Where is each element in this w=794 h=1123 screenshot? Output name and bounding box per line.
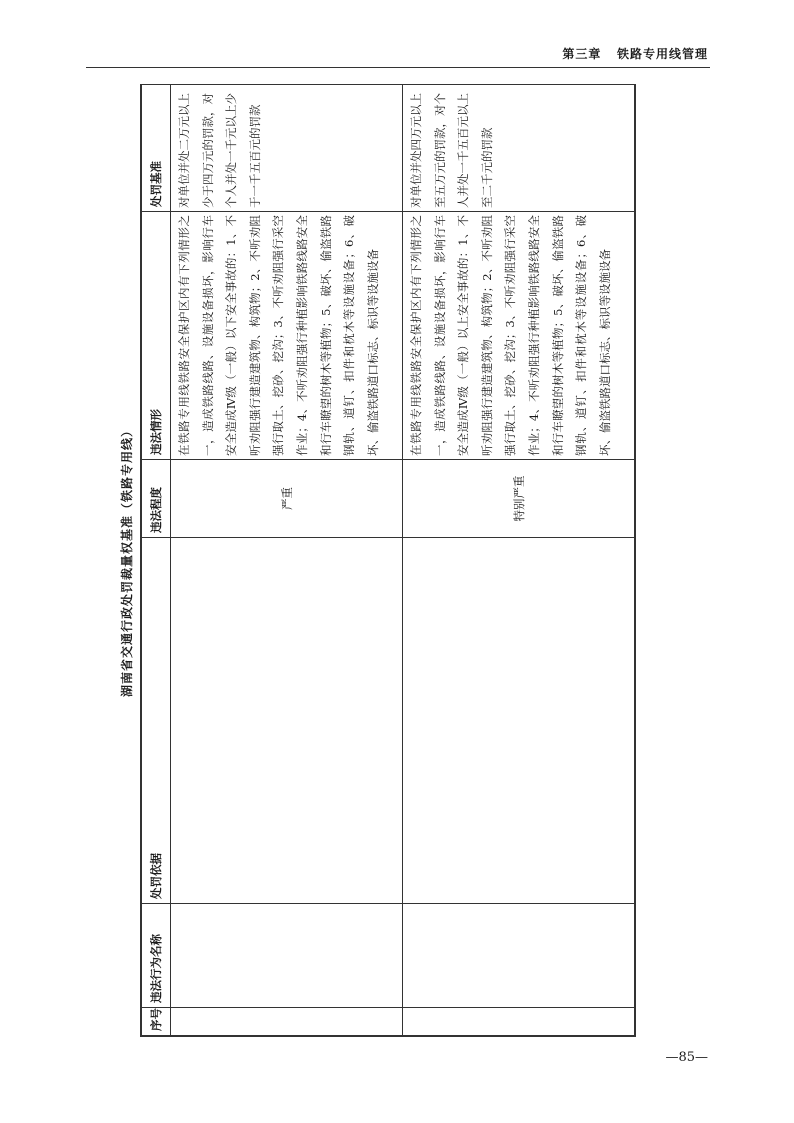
column-header-name: 违法行为名称 xyxy=(142,904,171,1008)
row-basis-cell xyxy=(171,538,403,904)
row-level-cell: 严重 xyxy=(171,460,403,538)
row-number-cell xyxy=(403,1008,635,1036)
rotated-table-container xyxy=(114,84,636,1037)
chapter-title: 铁路专用线管理 xyxy=(616,47,708,61)
column-header-penalty: 处罚基准 xyxy=(142,85,171,212)
table-row xyxy=(403,85,635,1036)
row-level-cell: 特别严重 xyxy=(403,460,635,538)
table-title: 湖南省交通行政处罚裁量权基准（铁路专用线） xyxy=(120,424,134,698)
penalty-standard-table xyxy=(141,84,635,1036)
row-basis-cell xyxy=(403,538,635,904)
row-name-cell xyxy=(403,904,635,1008)
page-number: —85— xyxy=(665,1050,708,1065)
table-header-row xyxy=(142,85,171,1036)
running-header xyxy=(562,45,708,62)
table-frame xyxy=(140,84,636,1037)
column-header-basis: 处罚依据 xyxy=(142,538,171,904)
header-rule xyxy=(86,67,710,68)
row-situation-cell: 在铁路专用线铁路安全保护区内有下列情形之一，造成铁路线路、设施设备损坏，影响行车安全造成Ⅳ级（一般）以上安全事故的：1、不听劝阻强行建造建筑物、构筑物；2、不听劝阻强行取土、挖砂、挖沟；3、不听劝阻强行采空作业；4、不听劝阻强行种植影响铁路线路安全和行车瞭望的树木等植物；5、破坏、偷盗铁路钢轨、道钉、扣件和枕木等设施设备；6、破坏、偷盗铁路道口标志、标识等设施设备 xyxy=(403,212,635,460)
row-name-cell xyxy=(171,904,403,1008)
row-penalty-cell: 对单位并处四万元以上至五万元的罚款，对个人并处一千五百元以上至二千元的罚款 xyxy=(403,85,635,212)
column-header-situation: 违法情形 xyxy=(142,212,171,460)
chapter-number: 第三章 xyxy=(562,47,602,61)
row-number-cell xyxy=(171,1008,403,1036)
column-header-level: 违法程度 xyxy=(142,460,171,538)
row-penalty-cell: 对单位并处二万元以上少于四万元的罚款，对个人并处一千元以上少于一千五百元的罚款 xyxy=(171,85,403,212)
column-header-number: 序号 xyxy=(142,1008,171,1036)
row-situation-cell: 在铁路专用线铁路安全保护区内有下列情形之一，造成铁路线路、设施设备损坏，影响行车安全造成Ⅳ级（一般）以下安全事故的：1、不听劝阻强行建造建筑物、构筑物；2、不听劝阻强行取土、挖砂、挖沟；3、不听劝阻强行采空作业；4、不听劝阻强行种植影响铁路线路安全和行车瞭望的树木等植物；5、破坏、偷盗铁路钢轨、道钉、扣件和枕木等设施设备；6、破坏、偷盗铁路道口标志、标识等设施设备 xyxy=(171,212,403,460)
table-row xyxy=(171,85,403,1036)
